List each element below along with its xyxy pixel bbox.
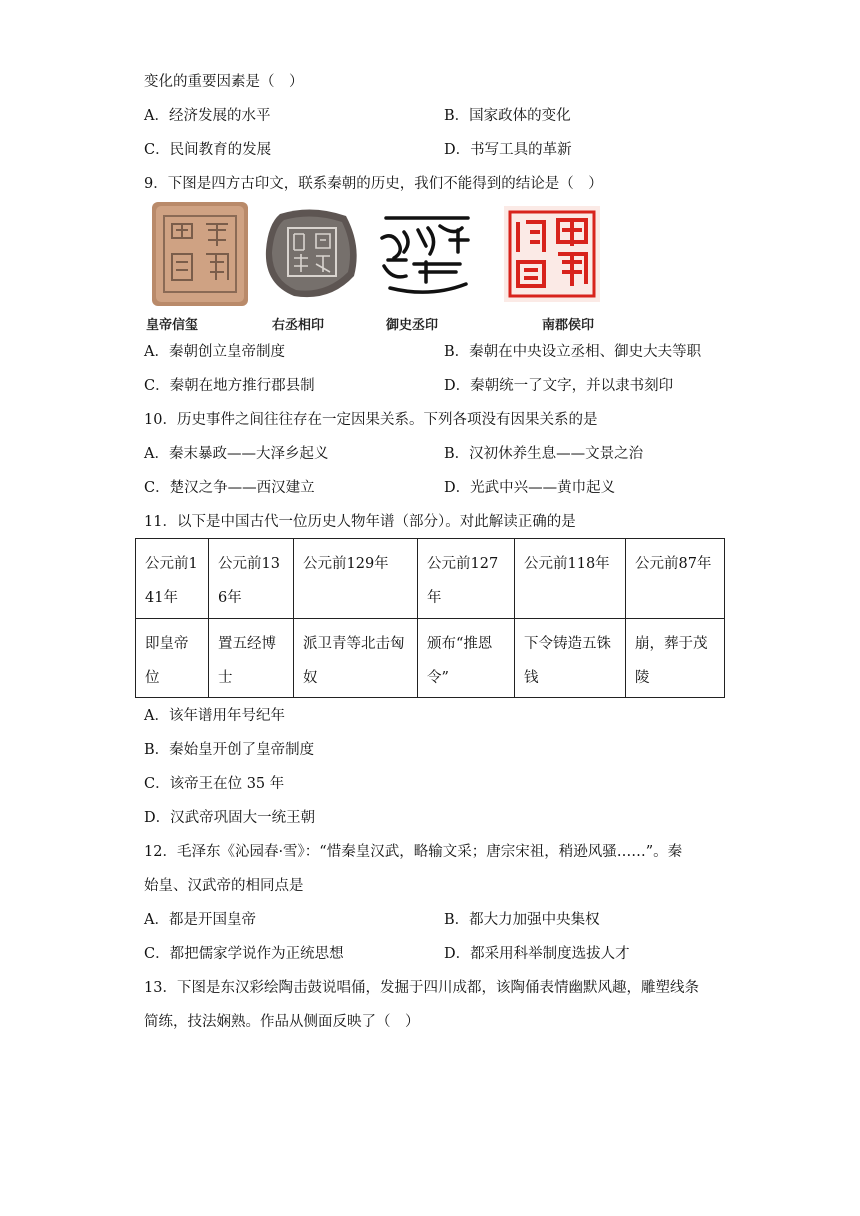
q10-option-a: A．秦末暴政——大泽乡起义 — [144, 446, 329, 462]
table-cell-year: 公元前127年 — [418, 539, 515, 619]
table-cell-event: 颁布“推恩令” — [418, 618, 515, 698]
q12-option-d: D．都采用科举制度选拔人才 — [444, 946, 630, 962]
q12-stem-line2: 始皇、汉武帝的相同点是 — [144, 878, 304, 894]
q8-stem-tail: 变化的重要因素是（ ） — [144, 74, 304, 90]
q10-option-b: B．汉初休养生息——文景之治 — [444, 446, 644, 462]
seal-caption-4: 南郡侯印 — [542, 318, 595, 333]
q8-option-c: C．民间教育的发展 — [144, 142, 272, 158]
stone-seal-image — [260, 206, 364, 306]
q10-option-c: C．楚汉之争——西汉建立 — [144, 480, 315, 496]
red-seal-image — [500, 202, 604, 310]
q8-option-d: D．书写工具的革新 — [444, 142, 572, 158]
q9-option-d: D．秦朝统一了文字，并以隶书刻印 — [444, 378, 674, 394]
q10-option-d: D．光武中兴——黄巾起义 — [444, 480, 616, 496]
q12-stem-line1: 12．毛泽东《沁园春·雪》：“惜秦皇汉武，略输文采；唐宗宋祖，稍逊风骚……”。秦 — [144, 844, 683, 860]
table-row-events — [136, 618, 725, 698]
table-cell-year: 公元前129年 — [294, 539, 418, 619]
chronology-table — [135, 538, 725, 698]
q11-option-a: A．该年谱用年号纪年 — [144, 708, 285, 724]
table-cell-year: 公元前141年 — [136, 539, 209, 619]
bronze-seal-image — [150, 200, 250, 312]
q13-stem-line1: 13．下图是东汉彩绘陶击鼓说唱俑，发掘于四川成都，该陶俑表情幽默风趣，雕塑线条 — [144, 980, 699, 996]
q12-option-c: C．都把儒家学说作为正统思想 — [144, 946, 344, 962]
seal-images-figure — [144, 200, 624, 340]
table-cell-event: 下令铸造五铢钱 — [515, 618, 626, 698]
table-cell-year: 公元前136年 — [209, 539, 294, 619]
q12-option-a: A．都是开国皇帝 — [144, 912, 256, 928]
seal-caption-3: 御史丞印 — [386, 318, 439, 333]
table-row-years — [136, 539, 725, 619]
q11-option-d: D．汉武帝巩固大一统王朝 — [144, 810, 316, 826]
table-cell-event: 崩，葬于茂陵 — [626, 618, 725, 698]
q9-option-c: C．秦朝在地方推行郡县制 — [144, 378, 315, 394]
q8-option-b: B．国家政体的变化 — [444, 108, 571, 124]
q10-stem: 10．历史事件之间往往存在一定因果关系。下列各项没有因果关系的是 — [144, 412, 598, 428]
table-cell-event: 置五经博士 — [209, 618, 294, 698]
seal-caption-1: 皇帝信玺 — [146, 318, 199, 333]
q8-option-a: A．经济发展的水平 — [144, 108, 271, 124]
table-cell-event: 即皇帝位 — [136, 618, 209, 698]
q11-stem: 11．以下是中国古代一位历史人物年谱（部分）。对此解读正确的是 — [144, 514, 576, 530]
table-cell-year: 公元前118年 — [515, 539, 626, 619]
table-cell-year: 公元前87年 — [626, 539, 725, 619]
table-cell-event: 派卫青等北击匈奴 — [294, 618, 418, 698]
q9-option-a: A．秦朝创立皇帝制度 — [144, 344, 285, 360]
seal-caption-2: 右丞相印 — [272, 318, 325, 333]
q13-stem-line2: 简练，技法娴熟。作品从侧面反映了（ ） — [144, 1014, 420, 1030]
q12-option-b: B．都大力加强中央集权 — [444, 912, 600, 928]
ink-seal-image — [374, 208, 478, 304]
q9-stem: 9．下图是四方古印文，联系秦朝的历史，我们不能得到的结论是（ ） — [144, 176, 603, 192]
q9-option-b: B．秦朝在中央设立丞相、御史大夫等职 — [444, 344, 702, 360]
q11-option-c: C．该帝王在位 35 年 — [144, 776, 285, 792]
q11-option-b: B．秦始皇开创了皇帝制度 — [144, 742, 315, 758]
